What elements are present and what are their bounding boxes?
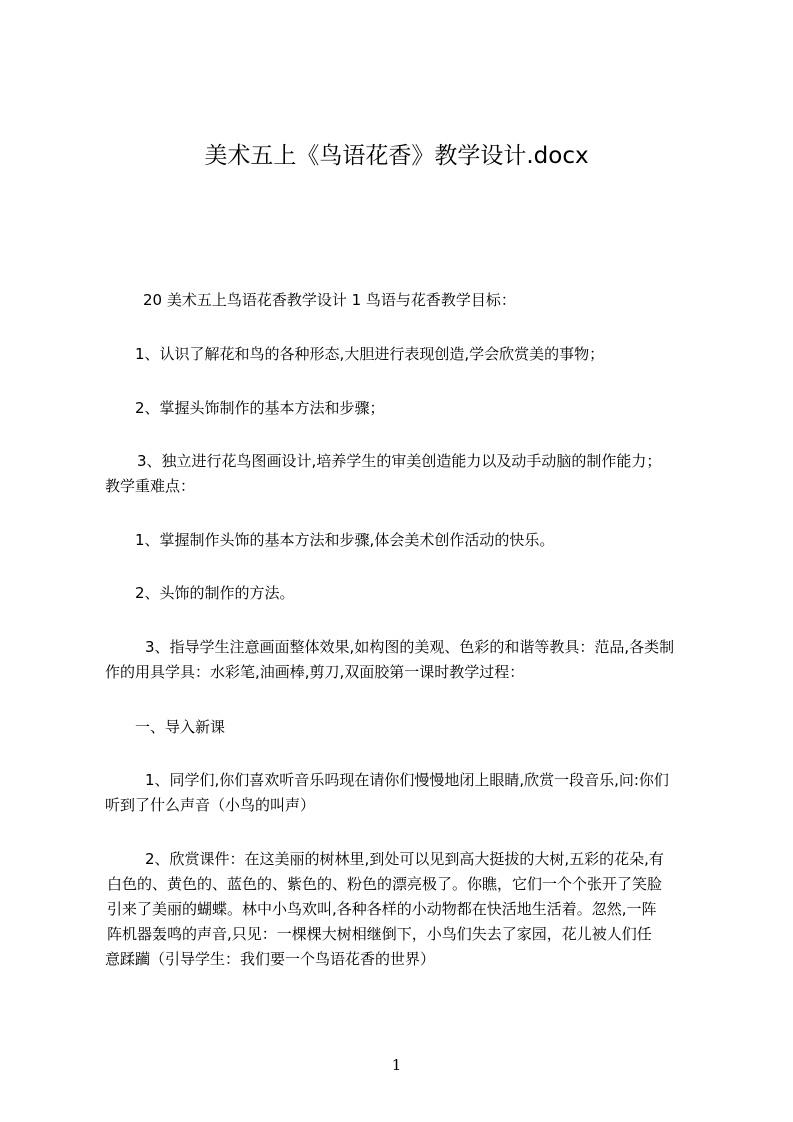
paragraph-line: 听到了什么声音（小鸟的叫声） [105,796,316,814]
paragraph-objective-2 [105,396,710,421]
paragraph-objective-3 [105,449,710,499]
paragraph-line: 1、掌握制作头饰的基本方法和步骤,体会美术创作活动的快乐。 [135,531,555,549]
paragraph-line: 教学重难点： [105,477,196,495]
paragraph-step-1 [105,768,710,818]
paragraph-line: 意蹂躏（引导学生：我们要一个鸟语花香的世界） [105,950,436,968]
paragraph-line: 1、同学们,你们喜欢听音乐吗现在请你们慢慢地闭上眼睛,欣赏一段音乐,问:你们 [145,771,669,789]
paragraph-section-intro [105,715,710,740]
paragraph-objectives-heading [105,288,710,313]
paragraph-keypoint-3 [105,635,710,685]
paragraph-line: 1、认识了解花和鸟的各种形态,大胆进行表现创造,学会欣赏美的事物； [135,345,605,363]
paragraph-line: 2、头饰的制作的方法。 [135,584,295,602]
paragraph-line: 20 美术五上鸟语花香教学设计 1 鸟语与花香教学目标： [143,291,516,309]
paragraph-objective-1 [105,342,710,367]
page-number: 1 [391,1056,402,1074]
paragraph-line: 阵机器轰鸣的声音,只见：一棵棵大树相继倒下，小鸟们失去了家园，花儿被人们任 [107,925,652,943]
paragraph-line: 2、欣赏课件：在这美丽的树林里,到处可以见到高大挺拔的大树,五彩的花朵,有 [145,850,664,868]
paragraph-line: 引来了美丽的蝴蝶。林中小鸟欢叫,各种各样的小动物都在快活地生活着。忽然,一阵 [107,900,657,918]
document-title: 美术五上《鸟语花香》教学设计.docx [204,143,589,169]
paragraph-line: 3、指导学生注意画面整体效果,如构图的美观、色彩的和谐等教具：范品,各类制 [145,638,675,656]
paragraph-step-2 [105,847,710,972]
paragraph-line: 作的用具学具：水彩笔,油画棒,剪刀,双面胶第一课时教学过程： [105,663,525,681]
paragraph-keypoint-1 [105,528,710,553]
paragraph-line: 白色的、黄色的、蓝色的、紫色的、粉色的漂亮极了。你瞧，它们一个个张开了笑脸 [107,875,663,893]
paragraph-keypoint-2 [105,581,710,606]
paragraph-line: 3、独立进行花鸟图画设计,培养学生的审美创造能力以及动手动脑的制作能力； [137,452,662,470]
paragraph-line: 2、掌握头饰制作的基本方法和步骤； [135,399,385,417]
paragraph-line: 一、导入新课 [135,718,226,736]
